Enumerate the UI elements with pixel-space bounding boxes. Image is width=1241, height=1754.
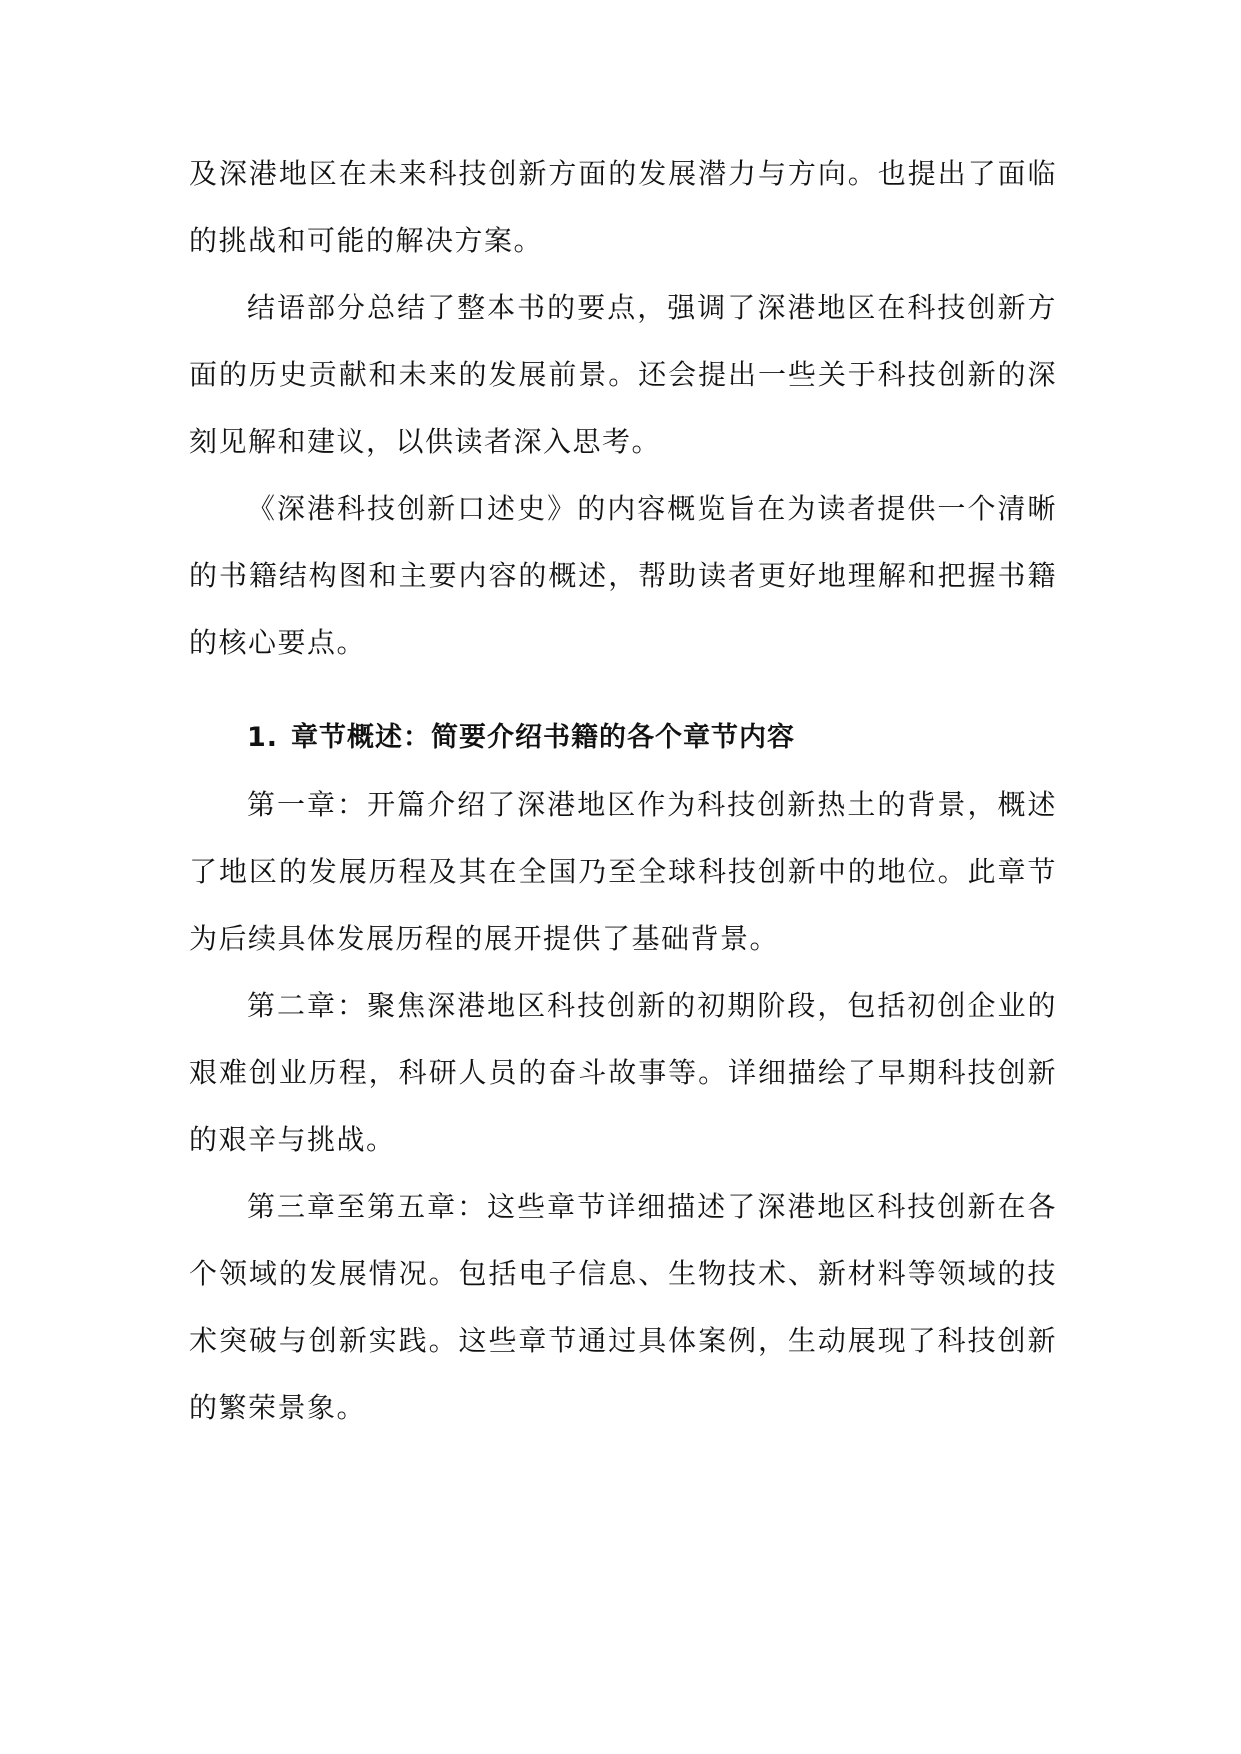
paragraph-overview-purpose: 《深港科技创新口述史》的内容概览旨在为读者提供一个清晰的书籍结构图和主要内容的概述，帮助读者更好地理解和把握书籍的核心要点。: [189, 492, 1057, 659]
paragraph-chapter-one: 第一章：开篇介绍了深港地区作为科技创新热土的背景，概述了地区的发展历程及其在全国乃至全球科技创新中的地位。此章节为后续具体发展历程的展开提供了基础背景。: [189, 788, 1057, 955]
paragraph-chapter-two: 第二章：聚焦深港地区科技创新的初期阶段，包括初创企业的艰难创业历程，科研人员的奋斗故事等。详细描绘了早期科技创新的艰辛与挑战。: [189, 989, 1057, 1156]
paragraph-continued: 及深港地区在未来科技创新方面的发展潜力与方向。也提出了面临的挑战和可能的解决方案。: [189, 157, 1057, 257]
paragraph-conclusion-summary: 结语部分总结了整本书的要点，强调了深港地区在科技创新方面的历史贡献和未来的发展前景。还会提出一些关于科技创新的深刻见解和建议，以供读者深入思考。: [189, 291, 1057, 458]
document-body: [189, 140, 1057, 1441]
section-heading: [189, 704, 1057, 771]
section-title: 章节概述：简要介绍书籍的各个章节内容: [291, 722, 795, 753]
paragraph-chapters-three-to-five: 第三章至第五章：这些章节详细描述了深港地区科技创新在各个领域的发展情况。包括电子信息、生物技术、新材料等领域的技术突破与创新实践。这些章节通过具体案例，生动展现了科技创新的繁荣景象。: [189, 1190, 1057, 1424]
section-number: 1.: [247, 722, 279, 753]
